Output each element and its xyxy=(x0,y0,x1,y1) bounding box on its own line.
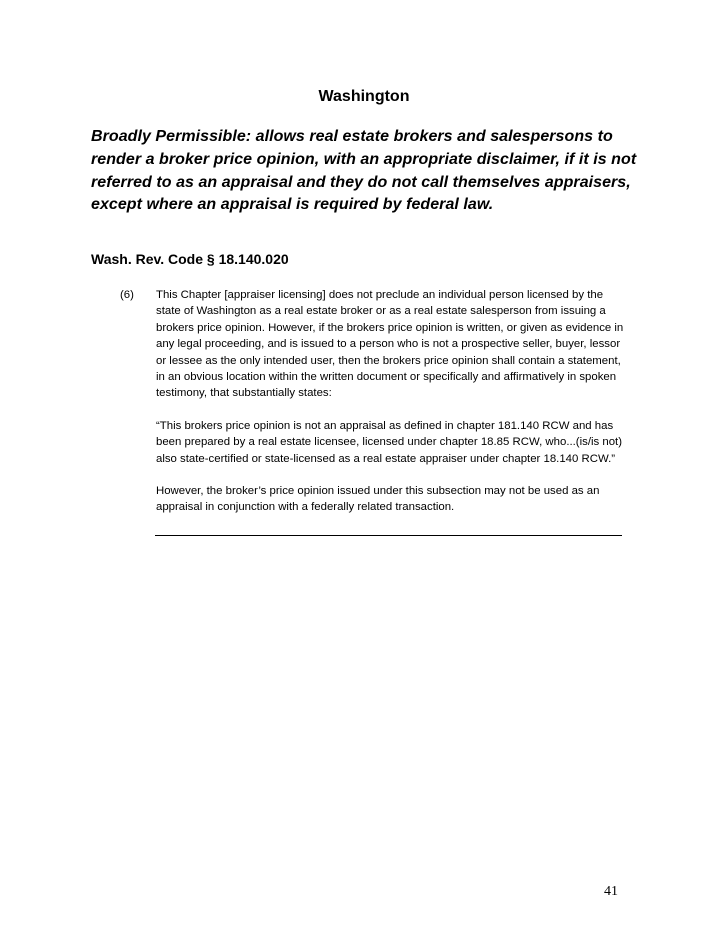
disclaimer-quote: “This brokers price opinion is not an appraisal as defined in chapter 181.140 RCW and has been prepared by a real estate licensee, licensed under chapter 18.85 RCW, who...(is/is not) also state-certified or state-licensed as a real estate appraiser under chapter 18.140 RCW.” xyxy=(156,419,623,465)
statute-body xyxy=(156,287,630,516)
statute-paragraph: However, the broker’s price opinion issued under this subsection may not be used as an appraisal in conjunction with a federally related transaction. xyxy=(156,485,600,514)
horizontal-rule xyxy=(155,535,622,536)
statute-citation: Wash. Rev. Code § 18.140.020 xyxy=(91,251,289,267)
page-title: Washington xyxy=(318,88,410,105)
subsection-number: (6) xyxy=(120,289,134,301)
statute-block xyxy=(120,287,630,516)
summary-text: Broadly Permissible: allows real estate brokers and salespersons to render a broker price opinion, with an appropriate disclaimer, if it is not referred to as an appraisal and they do not call themselves appraisers, except where an appraisal is required by federal law. xyxy=(91,128,637,214)
page-number: 41 xyxy=(604,884,618,899)
statute-paragraph: This Chapter [appraiser licensing] does not preclude an individual person licensed by the state of Washington as a real estate broker or as a real estate salesperson from issuing a brokers price opinion. However, if the brokers price opinion is written, or given as evidence in any legal proceeding, and is issued to a person who is not a prospective seller, buyer, lessor or lessee as the only intended user, then the brokers price opinion shall contain a statement, in an obvious location within the written document or specifically and affirmatively in spoken testimony, that substantially states: xyxy=(156,289,624,400)
